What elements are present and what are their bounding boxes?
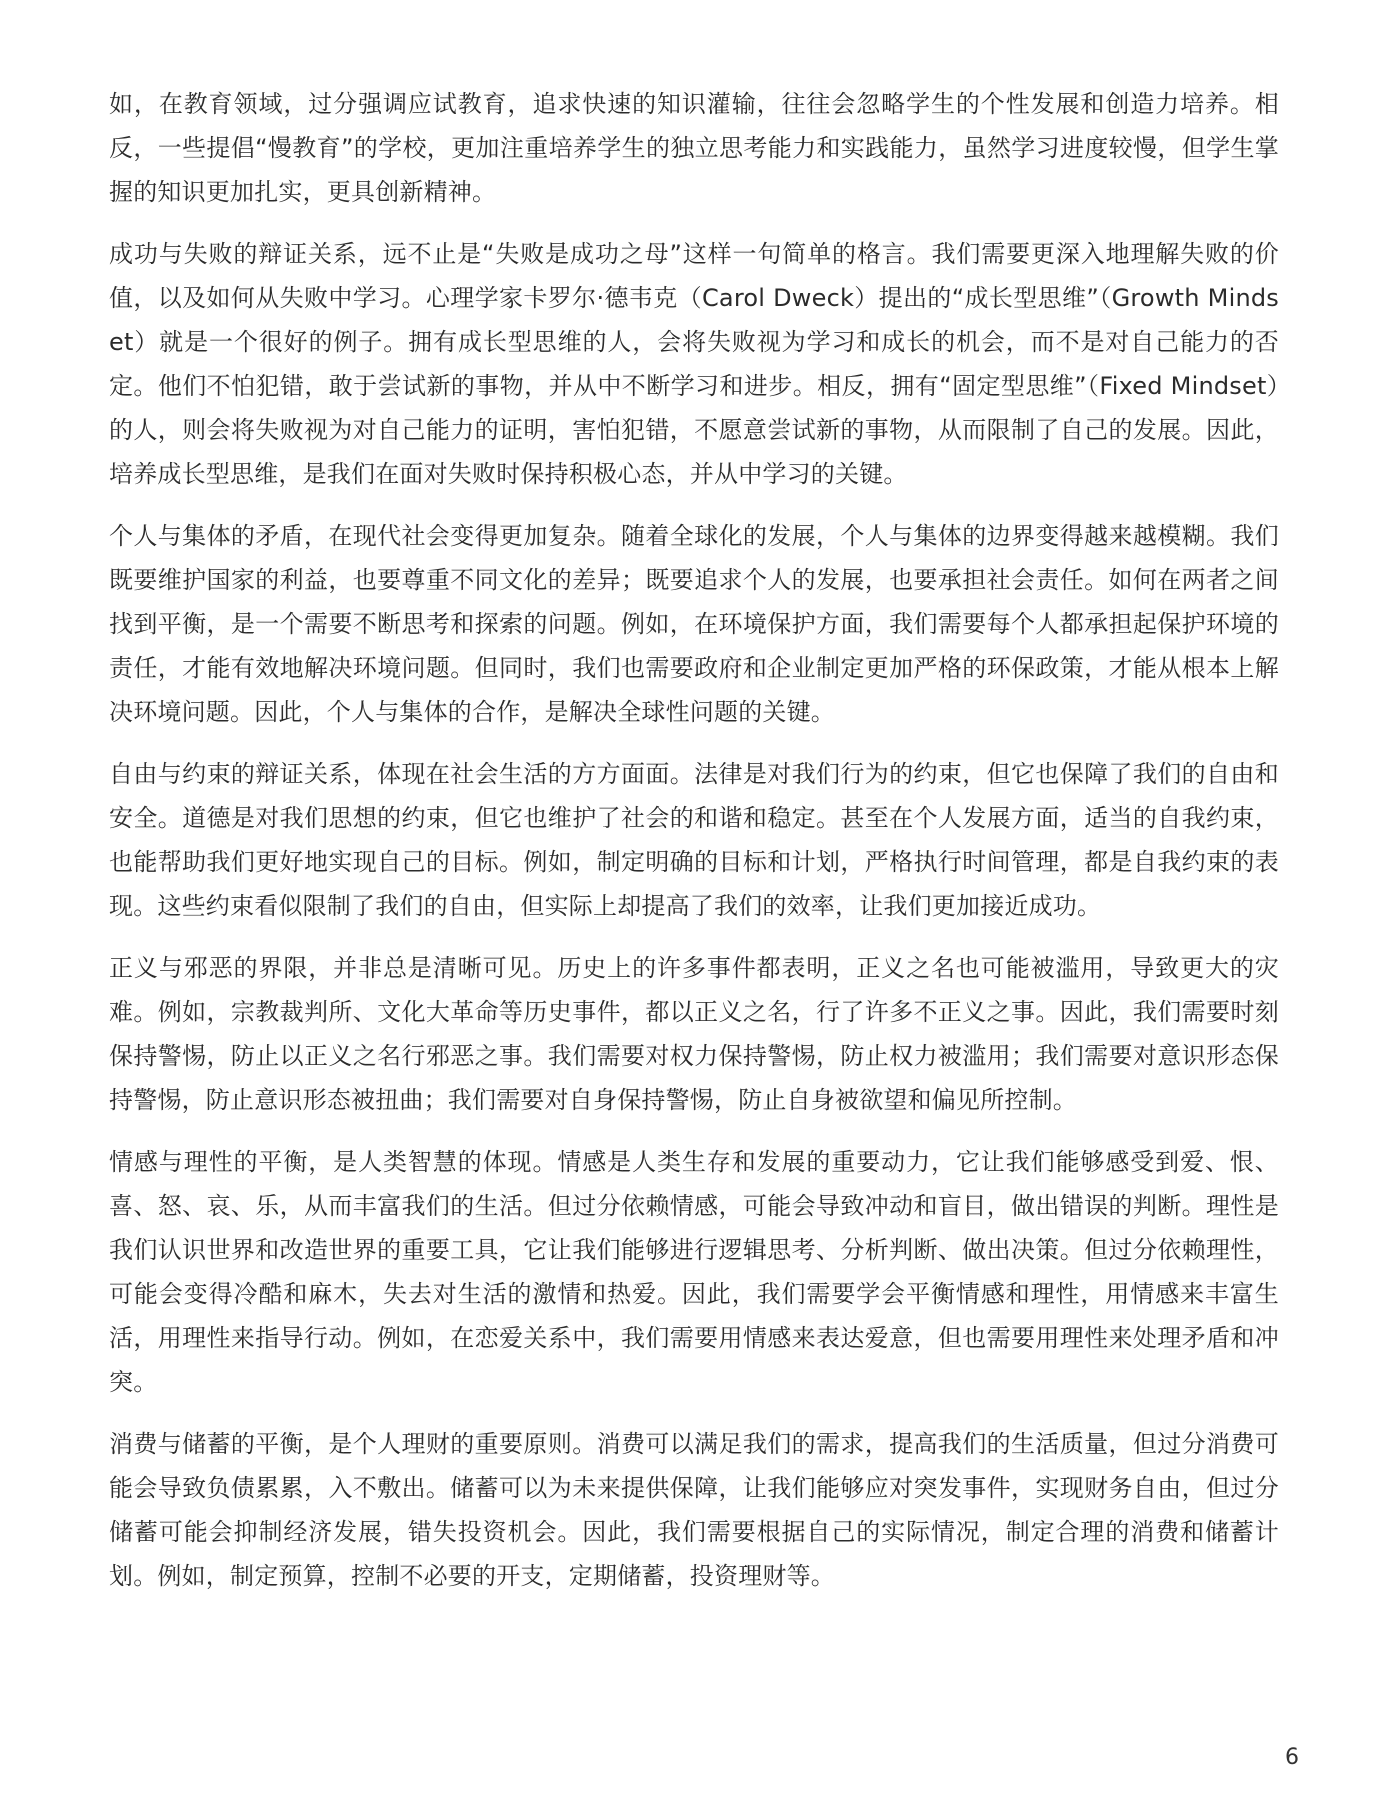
paragraph-consumption-saving: 消费与储蓄的平衡，是个人理财的重要原则。消费可以满足我们的需求，提高我们的生活质量，但过分消费可能会导致负债累累，入不敷出。储蓄可以为未来提供保障，让我们能够应对突发事件，实现财务自由，但过分储蓄可能会抑制经济发展，错失投资机会。因此，我们需要根据自己的实际情况，制定合理的消费和储蓄计划。例如，制定预算，控制不必要的开支，定期储蓄，投资理财等。 [109, 1430, 1279, 1590]
body-text [109, 82, 1279, 1616]
page-number: 6 [1285, 1745, 1299, 1770]
paragraph-freedom-constraint: 自由与约束的辩证关系，体现在社会生活的方方面面。法律是对我们行为的约束，但它也保障了我们的自由和安全。道德是对我们思想的约束，但它也维护了社会的和谐和稳定。甚至在个人发展方面，适当的自我约束，也能帮助我们更好地实现自己的目标。例如，制定明确的目标和计划，严格执行时间管理，都是自我约束的表现。这些约束看似限制了我们的自由，但实际上却提高了我们的效率，让我们更加接近成功。 [109, 760, 1279, 920]
paragraph-education: 如，在教育领域，过分强调应试教育，追求快速的知识灌输，往往会忽略学生的个性发展和创造力培养。相反，一些提倡“慢教育”的学校，更加注重培养学生的独立思考能力和实践能力，虽然学习进度较慢，但学生掌握的知识更加扎实，更具创新精神。 [109, 90, 1279, 206]
paragraph-individual-collective: 个人与集体的矛盾，在现代社会变得更加复杂。随着全球化的发展，个人与集体的边界变得越来越模糊。我们既要维护国家的利益，也要尊重不同文化的差异；既要追求个人的发展，也要承担社会责任。如何在两者之间找到平衡，是一个需要不断思考和探索的问题。例如，在环境保护方面，我们需要每个人都承担起保护环境的责任，才能有效地解决环境问题。但同时，我们也需要政府和企业制定更加严格的环保政策，才能从根本上解决环境问题。因此，个人与集体的合作，是解决全球性问题的关键。 [109, 522, 1279, 726]
paragraph-emotion-reason: 情感与理性的平衡，是人类智慧的体现。情感是人类生存和发展的重要动力，它让我们能够感受到爱、恨、喜、怒、哀、乐，从而丰富我们的生活。但过分依赖情感，可能会导致冲动和盲目，做出错误的判断。理性是我们认识世界和改造世界的重要工具，它让我们能够进行逻辑思考、分析判断、做出决策。但过分依赖理性，可能会变得冷酷和麻木，失去对生活的激情和热爱。因此，我们需要学会平衡情感和理性，用情感来丰富生活，用理性来指导行动。例如，在恋爱关系中，我们需要用情感来表达爱意，但也需要用理性来处理矛盾和冲突。 [109, 1148, 1279, 1396]
paragraph-success-failure: 成功与失败的辩证关系，远不止是“失败是成功之母”这样一句简单的格言。我们需要更深入地理解失败的价值，以及如何从失败中学习。心理学家卡罗尔·德韦克（Carol Dweck）提出的“成长型思维”（Growth Mindset）就是一个很好的例子。拥有成长型思维的人，会将失败视为学习和成长的机会，而不是对自己能力的否定。他们不怕犯错，敢于尝试新的事物，并从中不断学习和进步。相反，拥有“固定型思维”（Fixed Mindset）的人，则会将失败视为对自己能力的证明，害怕犯错，不愿意尝试新的事物，从而限制了自己的发展。因此，培养成长型思维，是我们在面对失败时保持积极心态，并从中学习的关键。 [109, 240, 1279, 488]
paragraph-justice-evil: 正义与邪恶的界限，并非总是清晰可见。历史上的许多事件都表明，正义之名也可能被滥用，导致更大的灾难。例如，宗教裁判所、文化大革命等历史事件，都以正义之名，行了许多不正义之事。因此，我们需要时刻保持警惕，防止以正义之名行邪恶之事。我们需要对权力保持警惕，防止权力被滥用；我们需要对意识形态保持警惕，防止意识形态被扭曲；我们需要对自身保持警惕，防止自身被欲望和偏见所控制。 [109, 954, 1279, 1114]
